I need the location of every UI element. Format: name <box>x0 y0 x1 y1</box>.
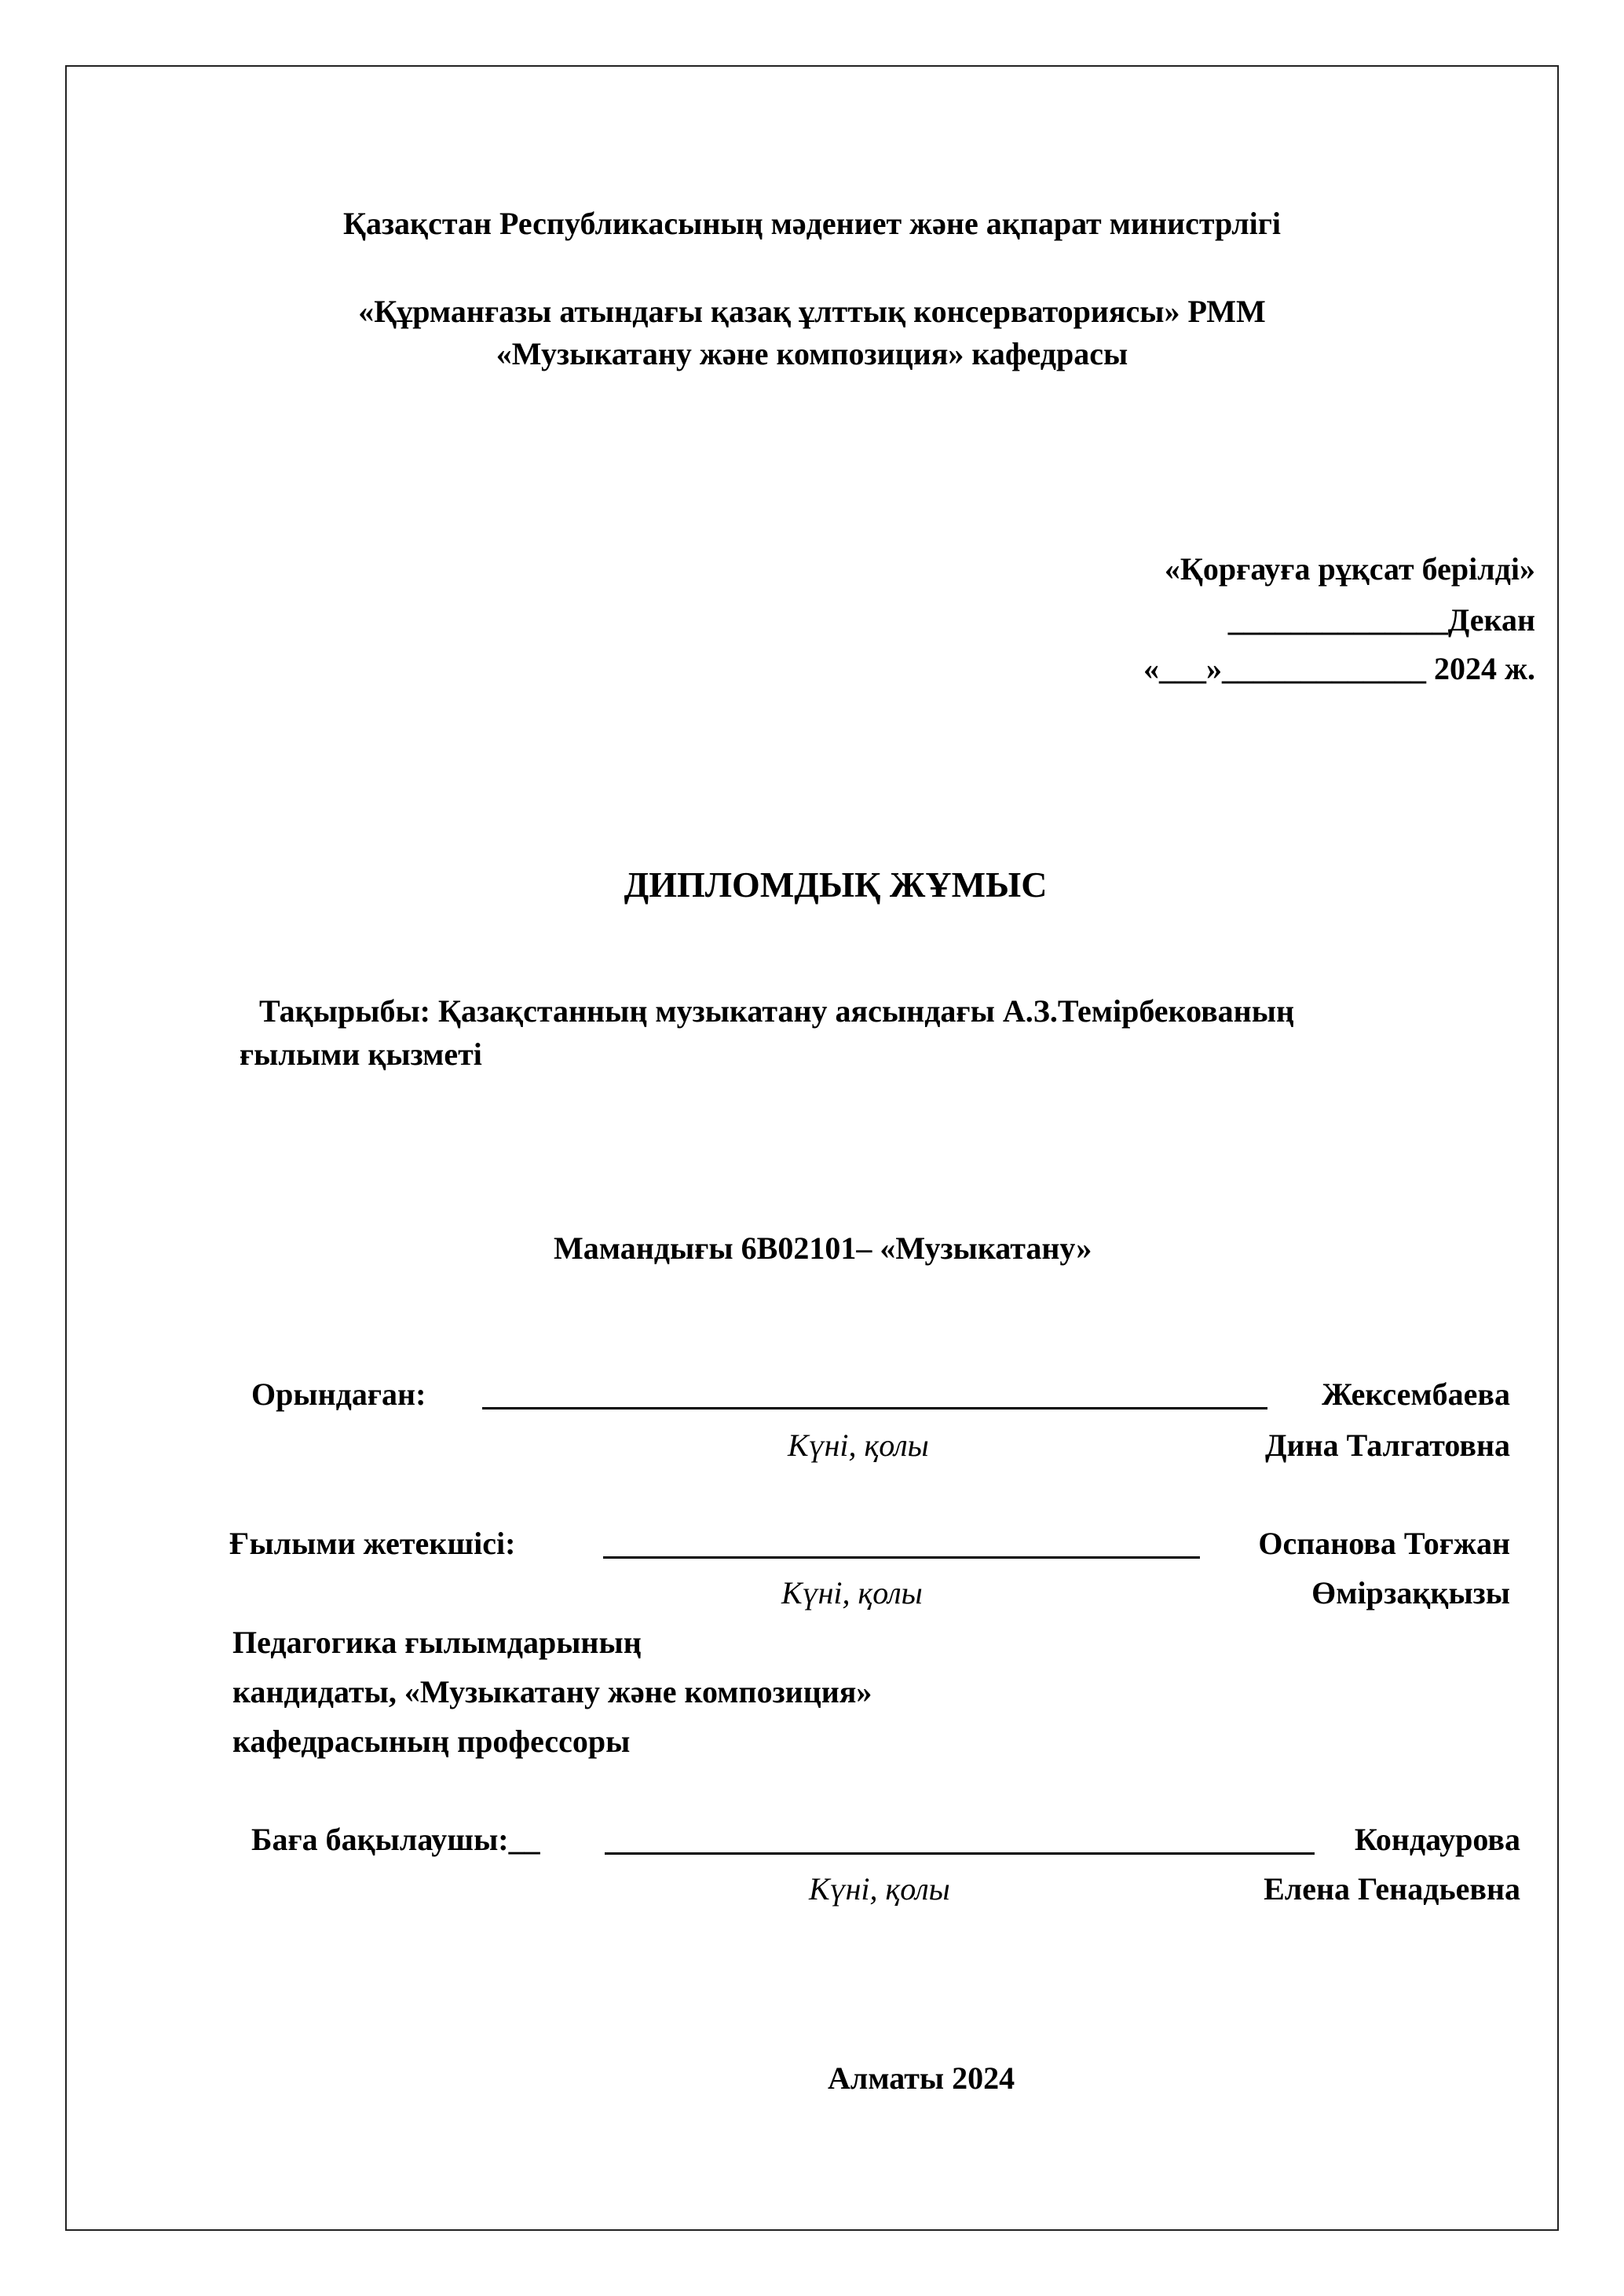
performer-label: Орындаған: <box>251 1377 426 1412</box>
reviewer-name: Елена Генадьевна <box>1264 1871 1520 1907</box>
supervisor-title-line-3: кафедрасының профессоры <box>232 1724 631 1759</box>
approval-permitted: «Қорғауға рұқсат берілді» <box>1164 551 1535 587</box>
institution-name: «Құрманғазы атындағы қазақ ұлттық консерваториясы» РММ <box>358 294 1266 329</box>
performer-date-sign-caption: Күні, қолы <box>788 1428 929 1463</box>
topic-line-2: ғылыми қызметі <box>240 1036 482 1072</box>
reviewer-signature-line <box>605 1852 1315 1855</box>
reviewer-label: Баға бақылаушы:__ <box>251 1822 540 1857</box>
supervisor-date-sign-caption: Күні, қолы <box>781 1575 923 1610</box>
performer-surname: Жексембаева <box>1322 1377 1510 1412</box>
performer-signature-line <box>482 1407 1267 1409</box>
department-name: «Музыкатану және композиция» кафедрасы <box>496 336 1128 371</box>
supervisor-title-line-1: Педагогика ғылымдарының <box>232 1625 642 1660</box>
specialty: Мамандығы 6В02101– «Музыкатану» <box>554 1230 1092 1266</box>
topic-line-1: Тақырыбы: Қазақстанның музыкатану аясындағы А.З.Темірбекованың <box>259 993 1295 1029</box>
approval-date-line: «___»_____________ 2024 ж. <box>1143 651 1535 686</box>
city-year: Алматы 2024 <box>828 2060 1015 2096</box>
supervisor-label: Ғылыми жетекшісі: <box>229 1526 516 1561</box>
reviewer-surname: Кондаурова <box>1354 1822 1520 1857</box>
approval-dean-line: ______________Декан <box>1227 602 1535 638</box>
ministry-name: Қазақстан Республикасының мәдениет және ақпарат министрлігі <box>342 206 1282 241</box>
supervisor-signature-line <box>603 1556 1200 1559</box>
document-title: ДИПЛОМДЫҚ ЖҰМЫС <box>624 865 1048 905</box>
supervisor-patronymic: Өмірзаққызы <box>1311 1575 1510 1610</box>
supervisor-title-line-2: кандидаты, «Музыкатану және композиция» <box>232 1674 872 1709</box>
supervisor-surname: Оспанова Тоғжан <box>1258 1526 1510 1561</box>
performer-name: Дина Талгатовна <box>1265 1428 1510 1463</box>
reviewer-date-sign-caption: Күні, қолы <box>809 1871 950 1907</box>
